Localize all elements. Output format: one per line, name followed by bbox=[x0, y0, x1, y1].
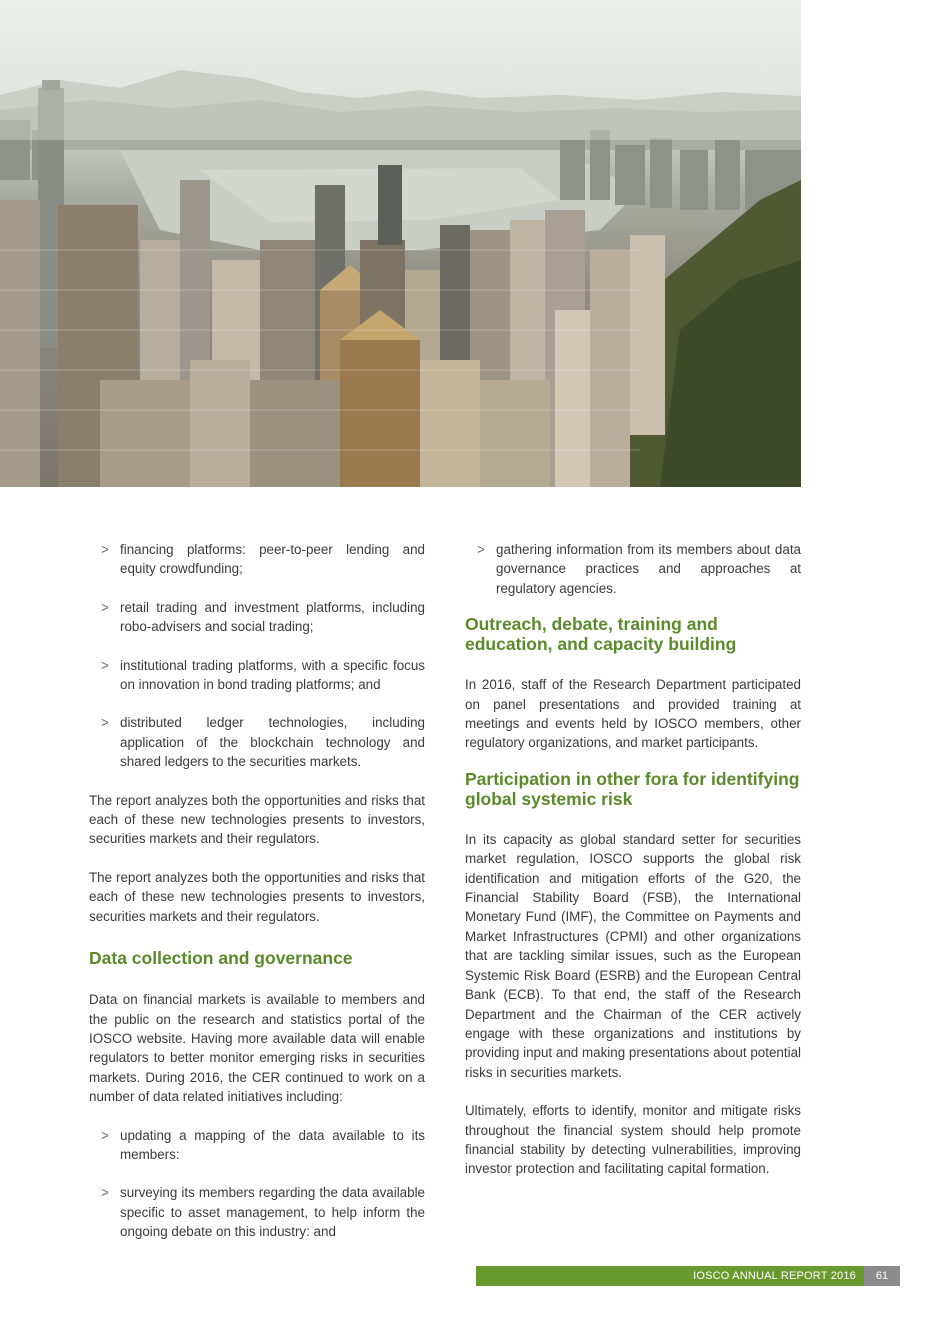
data-initiatives-list bbox=[89, 1126, 425, 1242]
hero-cityscape-photo bbox=[0, 0, 801, 487]
outreach-paragraph: In 2016, staff of the Research Department participated on panel presentations and provided training at meetings and events held by IOSCO members, other regulatory organizations, and market participants. bbox=[465, 677, 801, 751]
heading-other-fora: Participation in other fora for identifying global systemic risk bbox=[465, 768, 800, 809]
list-item-text: gathering information from its members about data governance practices and approaches at regulatory agencies. bbox=[496, 542, 801, 596]
list-item bbox=[89, 1183, 425, 1241]
conclusion-paragraph: Ultimately, efforts to identify, monitor and mitigate risks throughout the financial system should help promote financial stability by detecting vulnerabilities, improving investor protection and facilitating capital formation. bbox=[465, 1103, 801, 1177]
footer-report-title: IOSCO ANNUAL REPORT 2016 bbox=[476, 1266, 864, 1286]
list-item-text: institutional trading platforms, with a specific focus on innovation in bond trading platforms; and bbox=[120, 657, 425, 693]
bullet-marker: > bbox=[101, 542, 109, 557]
right-column bbox=[465, 540, 801, 1179]
list-item bbox=[89, 713, 425, 771]
bullet-marker: > bbox=[101, 657, 109, 673]
bullet-marker: > bbox=[477, 542, 485, 557]
bullet-marker: > bbox=[101, 599, 109, 615]
report-paragraph-1: The report analyzes both the opportunities and risks that each of these new technologies presents to investors, securities markets and their regulators. bbox=[89, 792, 425, 847]
list-item-text: retail trading and investment platforms, including robo-advisers and social trading; bbox=[120, 599, 425, 635]
list-item-text: financing platforms: peer-to-peer lending and equity crowdfunding; bbox=[120, 542, 425, 577]
page-number: 61 bbox=[864, 1266, 900, 1286]
list-item-text: distributed ledger technologies, including application of the blockchain technology and shared ledgers to the securities markets. bbox=[120, 715, 425, 770]
data-governance-list bbox=[465, 540, 801, 598]
bullet-marker: > bbox=[101, 1185, 109, 1201]
list-item bbox=[89, 540, 425, 579]
report-paragraph-2: The report analyzes both the opportunities and risks that each of these new technologies presents to investors, securities markets and their regulators. bbox=[89, 869, 425, 924]
list-item bbox=[465, 540, 801, 598]
list-item-text: updating a mapping of the data available to its members: bbox=[120, 1127, 425, 1162]
bullet-marker: > bbox=[101, 715, 109, 731]
list-item-text: surveying its members regarding the data available specific to asset management, to help inform the ongoing debate on this industry: and bbox=[120, 1185, 425, 1240]
data-collection-paragraph: Data on financial markets is available to members and the public on the research and statistics portal of the IOSCO website. Having more available data will enable regulators to better monitor emerging risks in securities markets. During 2016, the CER continued to work on a number of data related initiatives including: bbox=[89, 992, 425, 1105]
heading-data-collection: Data collection and governance bbox=[89, 948, 353, 969]
list-item bbox=[89, 598, 425, 637]
cityscape-illustration bbox=[0, 0, 801, 487]
other-fora-paragraph: In its capacity as global standard setter for securities market regulation, IOSCO supports the global risk identification and mitigation efforts of the G20, the Financial Stability Board (FSB), the International Monetary Fund (IMF), the Committee on Payments and Market Infrastructures (CPMI) and other organizations that are tackling similar issues, such as the European Systemic Risk Board (ESRB) and the European Central Bank (ECB). To that end, the staff of the Research Department and the Chairman of the CER actively engage with these organizations and institutions by providing input and making presentations about potential risks in securities markets. bbox=[465, 831, 801, 1080]
list-item bbox=[89, 656, 425, 695]
fintech-platforms-list bbox=[89, 540, 425, 772]
left-column bbox=[89, 540, 425, 1242]
list-item bbox=[89, 1126, 425, 1165]
bullet-marker: > bbox=[101, 1127, 109, 1143]
heading-outreach: Outreach, debate, training and education, and capacity building bbox=[465, 614, 737, 655]
